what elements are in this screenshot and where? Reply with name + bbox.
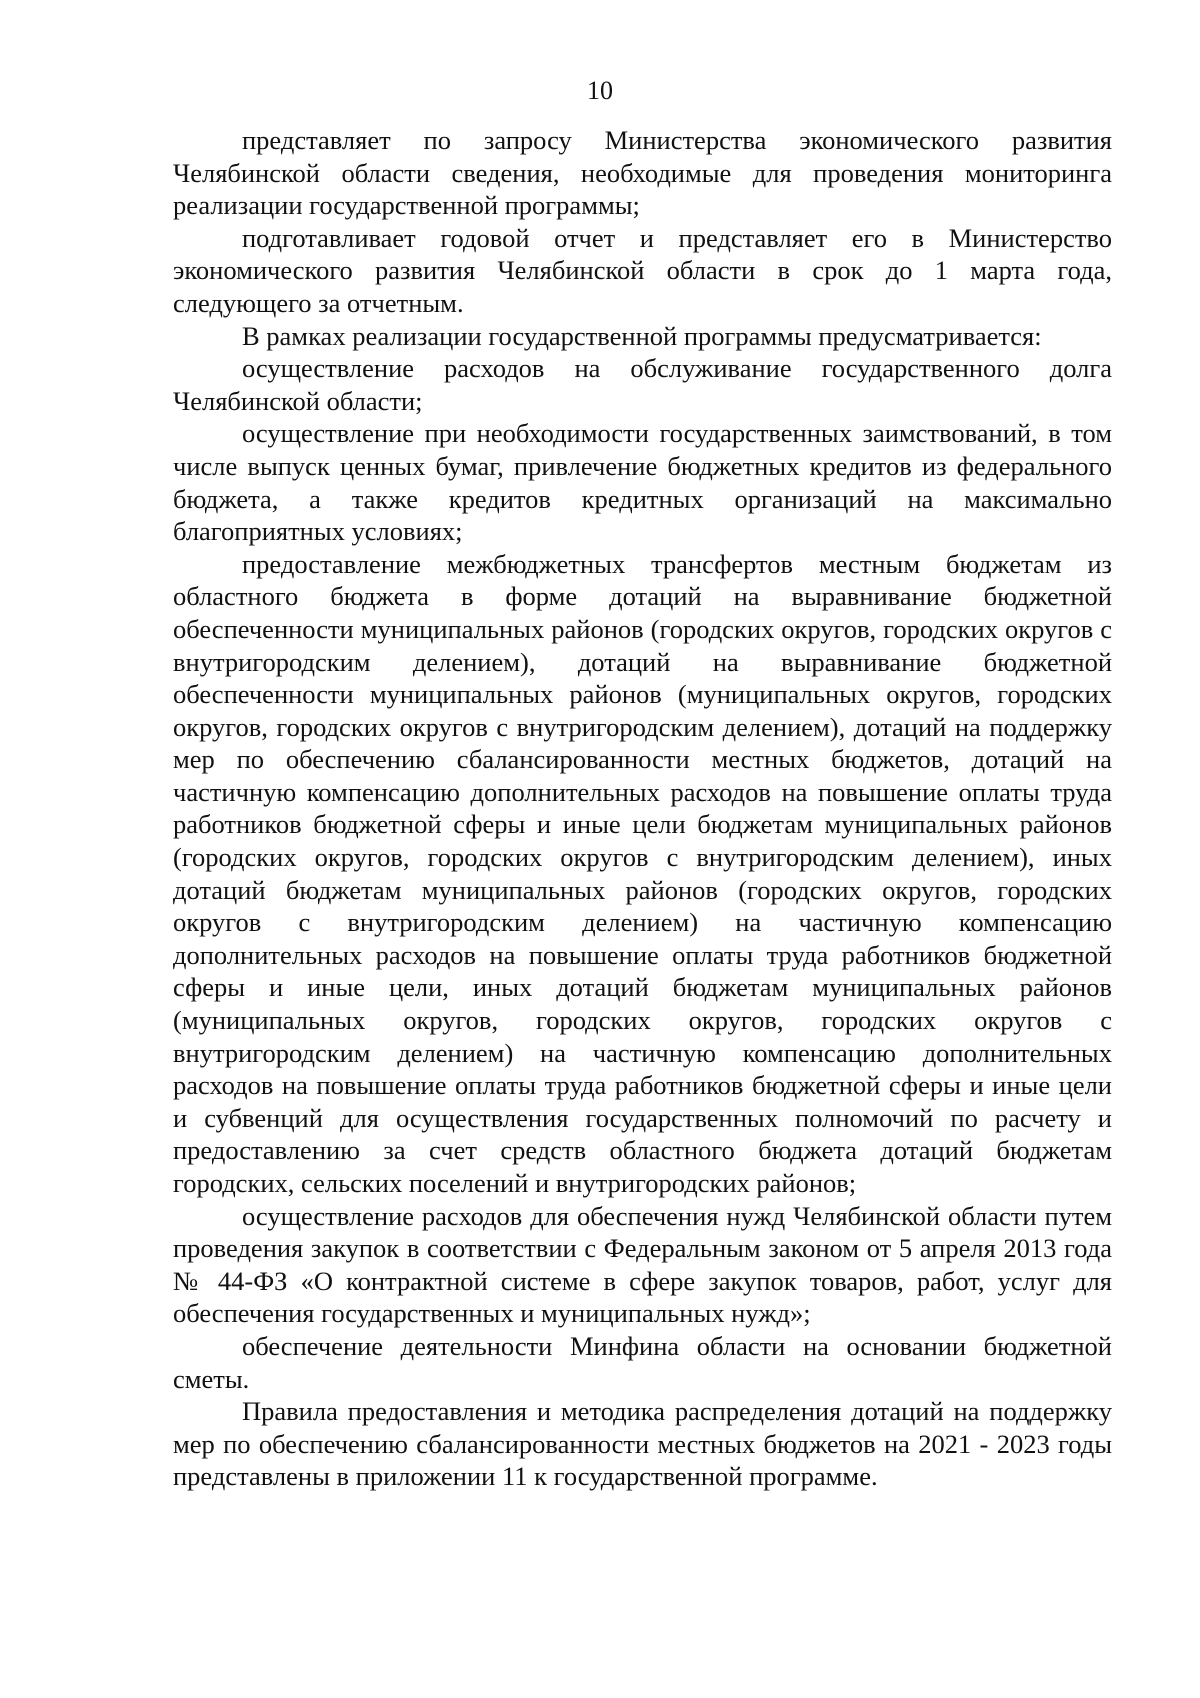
paragraph-interbudget-transfers: предоставление межбюджетных трансфертов местным бюджетам из областного бюджета в форме дотаций на выравнивание бюджетной обеспеченности муниципальных районов (городских округов, городских округов с внутригородским делением), дотаций на выравнивание бюджетной обеспеченности муниципальных районов (муниципальных округов, городских округов, городских округов с внутригородским делением), дотаций на поддержку мер по обеспечению сбалансированности местных бюджетов, дотаций на частичную компенсацию дополнительных расходов на повышение оплаты труда работников бюджетной сферы и иные цели бюджетам муниципальных районов (городских округов, городских округов с внутригородским делением), иных дотаций бюджетам муниципальных районов (городских округов, городских округов с внутригородским делением) на частичную компенсацию дополнительных расходов на повышение оплаты труда работников бюджетной сферы и иные цели, иных дотаций бюджетам муниципальных районов (муниципальных округов, городских округов, городских округов с внутригородским делением) на частичную компенсацию дополнительных расходов на повышение оплаты труда работников бюджетной сферы и иные цели и субвенций для осуществления государственных полномочий по расчету и предоставлению за счет средств областного бюджета дотаций бюджетам городских, сельских поселений и внутригородских районов;: [173, 548, 1112, 1198]
paragraph-monitoring-info: представляет по запросу Министерства экономического развития Челябинской области сведения, необходимые для проведения мониторинга реализации государственной программы;: [173, 125, 1112, 221]
paragraph-borrowings: осуществление при необходимости государственных заимствований, в том числе выпуск ценных бумаг, привлечение бюджетных кредитов из федерального бюджета, а также кредитов кредитных организаций на максимально благоприятных условиях;: [173, 418, 1112, 547]
document-body: [173, 124, 1112, 1493]
paragraph-minfin-activity: обеспечение деятельности Минфина области на основании бюджетной сметы.: [173, 1330, 1112, 1394]
paragraph-procurement: осуществление расходов для обеспечения нужд Челябинской области путем проведения закупок в соответствии с Федеральным законом от 5 апреля 2013 года № 44-ФЗ «О контрактной системе в сфере закупок товаров, работ, услуг для обеспечения государственных и муниципальных нужд»;: [173, 1200, 1112, 1329]
page-number: 10: [587, 76, 613, 105]
paragraph-debt-service: осуществление расходов на обслуживание государственного долга Челябинской области;: [173, 353, 1112, 416]
paragraph-rules-methodology: Правила предоставления и методика распределения дотаций на поддержку мер по обеспечению сбалансированности местных бюджетов на 2021 - 2023 годы представлены в приложении 11 к государственной программе.: [173, 1396, 1112, 1492]
paragraph-program-provides: В рамках реализации государственной программы предусматривается:: [242, 320, 1042, 351]
paragraph-annual-report: подготавливает годовой отчет и представляет его в Министерство экономического развития Челябинской области в срок до 1 марта года, следующего за отчетным.: [173, 222, 1112, 318]
